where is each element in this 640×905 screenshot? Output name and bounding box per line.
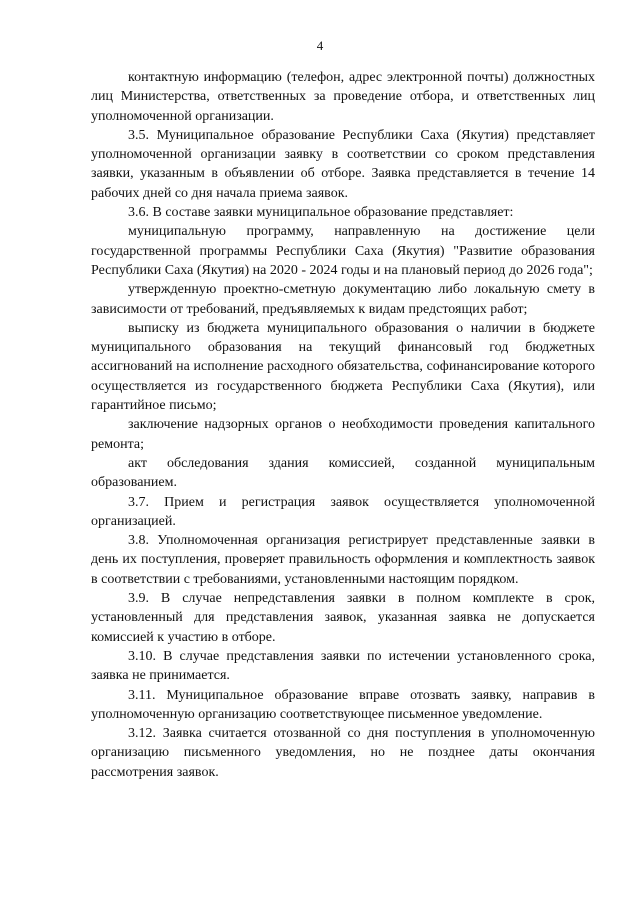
paragraph-3-10: 3.10. В случае представления заявки по истечении установленного срока, заявка не принимается. (91, 648, 595, 684)
page-number: 4 (316, 38, 324, 53)
paragraph-3-5: 3.5. Муниципальное образование Республики Саха (Якутия) представляет уполномоченной организации заявку в соответствии со сроком представления заявки, указанным в объявлении об отборе. Заявка представляется в течение 14 рабочих дней со дня начала приема заявок. (91, 127, 595, 201)
list-item-municipal-program: муниципальную программу, направленную на достижение цели государственной программы Республики Саха (Якутия) "Развитие образования Республики Саха (Якутия) на 2020 - 2024 годы и на плановый период до 2026 года"; (91, 224, 595, 278)
paragraph-3-7: 3.7. Прием и регистрация заявок осуществляется уполномоченной организацией. (91, 494, 595, 529)
paragraph-3-12: 3.12. Заявка считается отозванной со дня поступления в уполномоченную организацию письменного уведомления, но не позднее даты окончания рассмотрения заявок. (91, 726, 595, 780)
list-item-supervisory-conclusion: заключение надзорных органов о необходимости проведения капитального ремонта; (91, 417, 595, 452)
paragraph-3-9: 3.9. В случае непредставления заявки в полном комплекте в срок, установленный для представления заявок, указанная заявка не допускается комиссией к участию в отборе. (91, 591, 595, 645)
paragraph-contacts-continuation: контактную информацию (телефон, адрес электронной почты) должностных лиц Министерства, ответственных за проведение отбора, и ответственных лиц уполномоченной организации. (91, 70, 595, 124)
list-item-design-estimate: утвержденную проектно-сметную документацию либо локальную смету в зависимости от требований, предъявляемых к видам предстоящих работ; (91, 282, 595, 317)
paragraph-3-11: 3.11. Муниципальное образование вправе отозвать заявку, направив в уполномоченную организацию соответствующее письменное уведомление. (91, 687, 595, 722)
list-item-inspection-act: акт обследования здания комиссией, созданной муниципальным образованием. (91, 455, 595, 491)
paragraph-3-6: 3.6. В составе заявки муниципальное образование представляет: (128, 205, 514, 221)
list-item-budget-extract: выписку из бюджета муниципального образования о наличии в бюджете муниципального образования на текущий финансовый год бюджетных ассигнований на исполнение расходного обязательства, софинансирование которого осуществляется из государственного бюджета Республики Саха (Якутия), или гарантийное письмо; (91, 320, 595, 414)
paragraph-3-8: 3.8. Уполномоченная организация регистрирует представленные заявки в день их поступления, проверяет правильность оформления и комплектность заявок в соответствии с требованиями, установленными настоящим порядком. (91, 533, 595, 587)
document-body (91, 68, 595, 782)
